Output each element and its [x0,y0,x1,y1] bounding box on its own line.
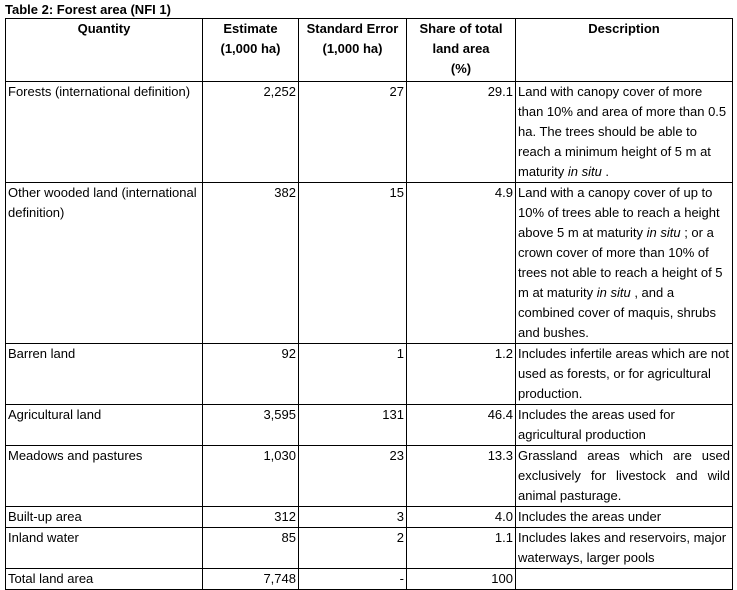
cell-standard-error: 2 [299,528,407,569]
cell-standard-error: 27 [299,82,407,183]
cell-share: 13.3 [407,446,516,507]
cell-estimate: 3,595 [203,405,299,446]
cell-standard-error: 1 [299,344,407,405]
cell-description: Land with a canopy cover of up to 10% of trees able to reach a height above 5 m at maturity in situ ; or a crown cover of more than 10% of trees not able to reach a height of 5 m at maturity in situ , and a combined cover of maquis, shrubs and bushes. [516,183,733,344]
header-quantity: Quantity [6,19,203,82]
header-share: Share of total land area (%) [407,19,516,82]
table-row [6,446,733,507]
cell-estimate: 382 [203,183,299,344]
cell-standard-error: 23 [299,446,407,507]
table-row [6,82,733,183]
table-row [6,528,733,569]
cell-estimate: 7,748 [203,569,299,590]
cell-quantity: Total land area [6,569,203,590]
cell-description: Includes infertile areas which are not used as forests, or for agricultural production. [516,344,733,405]
table-row [6,507,733,528]
cell-description: Includes the areas used for agricultural production [516,405,733,446]
cell-share: 29.1 [407,82,516,183]
cell-estimate: 92 [203,344,299,405]
table-row [6,344,733,405]
cell-share: 4.9 [407,183,516,344]
cell-description: Includes lakes and reservoirs, major waterways, larger pools [516,528,733,569]
cell-description: Grassland areas which are used exclusively for livestock and wild animal pasturage. [516,446,733,507]
header-estimate: Estimate (1,000 ha) [203,19,299,82]
cell-description: Includes the areas under [516,507,733,528]
cell-standard-error: 3 [299,507,407,528]
table-row-total [6,569,733,590]
table-row [6,183,733,344]
cell-standard-error: - [299,569,407,590]
cell-estimate: 85 [203,528,299,569]
cell-estimate: 312 [203,507,299,528]
cell-quantity: Agricultural land [6,405,203,446]
cell-quantity: Barren land [6,344,203,405]
cell-estimate: 2,252 [203,82,299,183]
cell-quantity: Other wooded land (international definition) [6,183,203,344]
cell-description: Land with canopy cover of more than 10% and area of more than 0.5 ha. The trees should be able to reach a minimum height of 5 m at maturity in situ . [516,82,733,183]
cell-quantity: Forests (international definition) [6,82,203,183]
cell-share: 4.0 [407,507,516,528]
header-row [6,19,733,82]
cell-standard-error: 15 [299,183,407,344]
header-description: Description [516,19,733,82]
cell-quantity: Meadows and pastures [6,446,203,507]
cell-share: 46.4 [407,405,516,446]
table-caption: Table 2: Forest area (NFI 1) [5,2,171,17]
cell-standard-error: 131 [299,405,407,446]
cell-share: 1.2 [407,344,516,405]
table-row [6,405,733,446]
cell-quantity: Inland water [6,528,203,569]
cell-estimate: 1,030 [203,446,299,507]
cell-share: 100 [407,569,516,590]
cell-quantity: Built-up area [6,507,203,528]
header-standard-error: Standard Error (1,000 ha) [299,19,407,82]
cell-share: 1.1 [407,528,516,569]
forest-area-table [5,18,733,590]
cell-description [516,569,733,590]
